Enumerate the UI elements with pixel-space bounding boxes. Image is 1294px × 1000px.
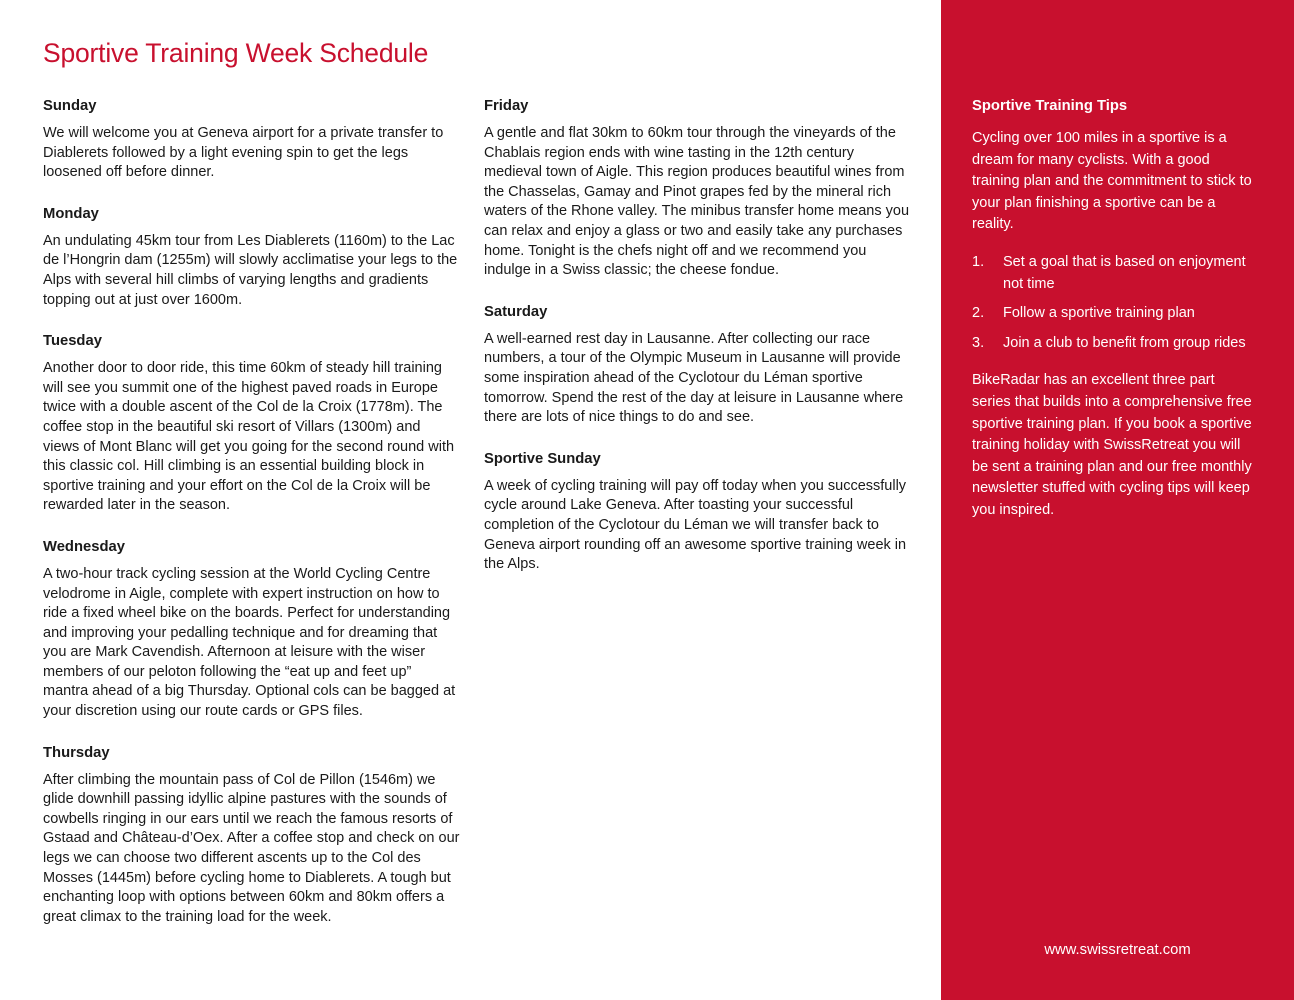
- day-heading: Sunday: [43, 98, 97, 114]
- schedule-column-middle: [484, 97, 916, 597]
- schedule-column-left: [43, 97, 460, 949]
- day-heading: Monday: [43, 205, 99, 222]
- day-section-saturday: [484, 303, 916, 428]
- day-section-thursday: [43, 744, 460, 928]
- sidebar-heading: Sportive Training Tips: [972, 98, 1128, 114]
- day-section-sportive-sunday: [484, 450, 916, 575]
- day-paragraph: We will welcome you at Geneva airport for a private transfer to Diablerets followed by a light evening spin to get the legs loosened off before dinner.: [43, 125, 444, 181]
- day-paragraph: A week of cycling training will pay off today when you successfully cycle around Lake Geneva. After toasting your successful completion of the Cyclotour du Léman we will transfer back to Geneva airport rounding off an awesome sportive training week in the Alps.: [484, 477, 907, 573]
- day-section-sunday: [43, 97, 460, 183]
- day-paragraph: After climbing the mountain pass of Col de Pillon (1546m) we glide downhill passing idyllic alpine pastures with the sounds of cowbells ringing in our ears until we reach the famous resorts of Gstaad and Château-d’Oex. After a coffee stop and check on our legs we can choose two different ascents up to the Col des Mosses (1445m) before cycling home to Diablerets. A tough but enchanting loop with options between 60km and 80km offers a great climax to the training load for the week.: [43, 771, 460, 925]
- tip-label: Follow a sportive training plan: [1003, 305, 1195, 322]
- tip-number: 3.: [972, 334, 985, 351]
- day-paragraph: A gentle and flat 30km to 60km tour through the vineyards of the Chablais region ends with wine tasting in the 12th century medieval town of Aigle. This region produces beautiful wines from the Chasselas, Gamay and Pinot grapes fed by the mineral rich waters of the Rhone valley. The minibus transfer home means you can relax and enjoy a glass or two and easily take any purchases home. Tonight is the chefs night off and we recommend you indulge in a Swiss classic; the cheese fondue.: [484, 125, 910, 279]
- sidebar-content: [941, 0, 1294, 522]
- day-paragraph: A two-hour track cycling session at the World Cycling Centre velodrome in Aigle, complete with expert instruction on how to ride a fixed wheel bike on the boards. Perfect for understanding and improving your pedalling technique and for dreaming that you are Mark Cavendish. Afternoon at leisure with the wiser members of our peloton following the “eat up and feet up” mantra ahead of a big Thursday. Optional cols can be bagged at your discretion using our route cards or GPS files.: [43, 565, 456, 720]
- tip-label: Join a club to benefit from group rides: [1003, 334, 1246, 351]
- tip-number: 2.: [972, 305, 985, 322]
- website-url: www.swissretreat.com: [1044, 942, 1191, 958]
- day-paragraph: An undulating 45km tour from Les Diablerets (1160m) to the Lac de l’Hongrin dam (1255m) will slowly acclimatise your legs to the Alps with several hill climbs of varying lengths and gradients topping out at just over 1600m.: [43, 232, 458, 308]
- page-title: Sportive Training Week Schedule: [43, 38, 429, 68]
- sidebar-outro-paragraph: BikeRadar has an excellent three part series that builds into a comprehensive free sportive training plan. If you book a sportive training holiday with SwissRetreat you will be sent a training plan and our free monthly newsletter stuffed with cycling tips will keep you inspired.: [972, 372, 1252, 518]
- training-tips-sidebar: [941, 0, 1294, 1000]
- day-heading: Thursday: [43, 744, 110, 761]
- tip-item: [972, 303, 1252, 325]
- day-section-tuesday: [43, 332, 460, 516]
- day-paragraph: Another door to door ride, this time 60km of steady hill training will see you summit one of the highest paved roads in Europe twice with a double ascent of the Col de la Croix (1778m). The coffee stop in the beautiful ski resort of Villars (1300m) and views of Mont Blanc will get you going for the second round with this classic col. Hill climbing is an essential building block in sportive training and your effort on the Col de la Croix will be rewarded later in the season.: [43, 360, 455, 514]
- day-heading: Sportive Sunday: [484, 450, 601, 467]
- day-section-wednesday: [43, 538, 460, 722]
- tip-item: [972, 252, 1252, 295]
- day-heading: Friday: [484, 98, 529, 114]
- sidebar-intro-paragraph: Cycling over 100 miles in a sportive is a dream for many cyclists. With a good training plan and the commitment to stick to your plan finishing a sportive can be a reality.: [972, 130, 1252, 233]
- tip-number: 1.: [972, 253, 985, 270]
- tips-list: [972, 252, 1252, 354]
- day-section-monday: [43, 205, 460, 310]
- day-heading: Wednesday: [43, 538, 125, 555]
- day-section-friday: [484, 97, 916, 281]
- day-heading: Tuesday: [43, 333, 102, 350]
- day-paragraph: A well-earned rest day in Lausanne. After collecting our race numbers, a tour of the Olympic Museum in Lausanne will provide some inspiration ahead of the Cyclotour du Léman sportive tomorrow. Spend the rest of the day at leisure in Lausanne where there are lots of nice things to do and see.: [484, 330, 904, 426]
- tip-label: Set a goal that is based on enjoyment not time: [1003, 253, 1246, 292]
- day-heading: Saturday: [484, 303, 548, 320]
- tip-item: [972, 333, 1252, 355]
